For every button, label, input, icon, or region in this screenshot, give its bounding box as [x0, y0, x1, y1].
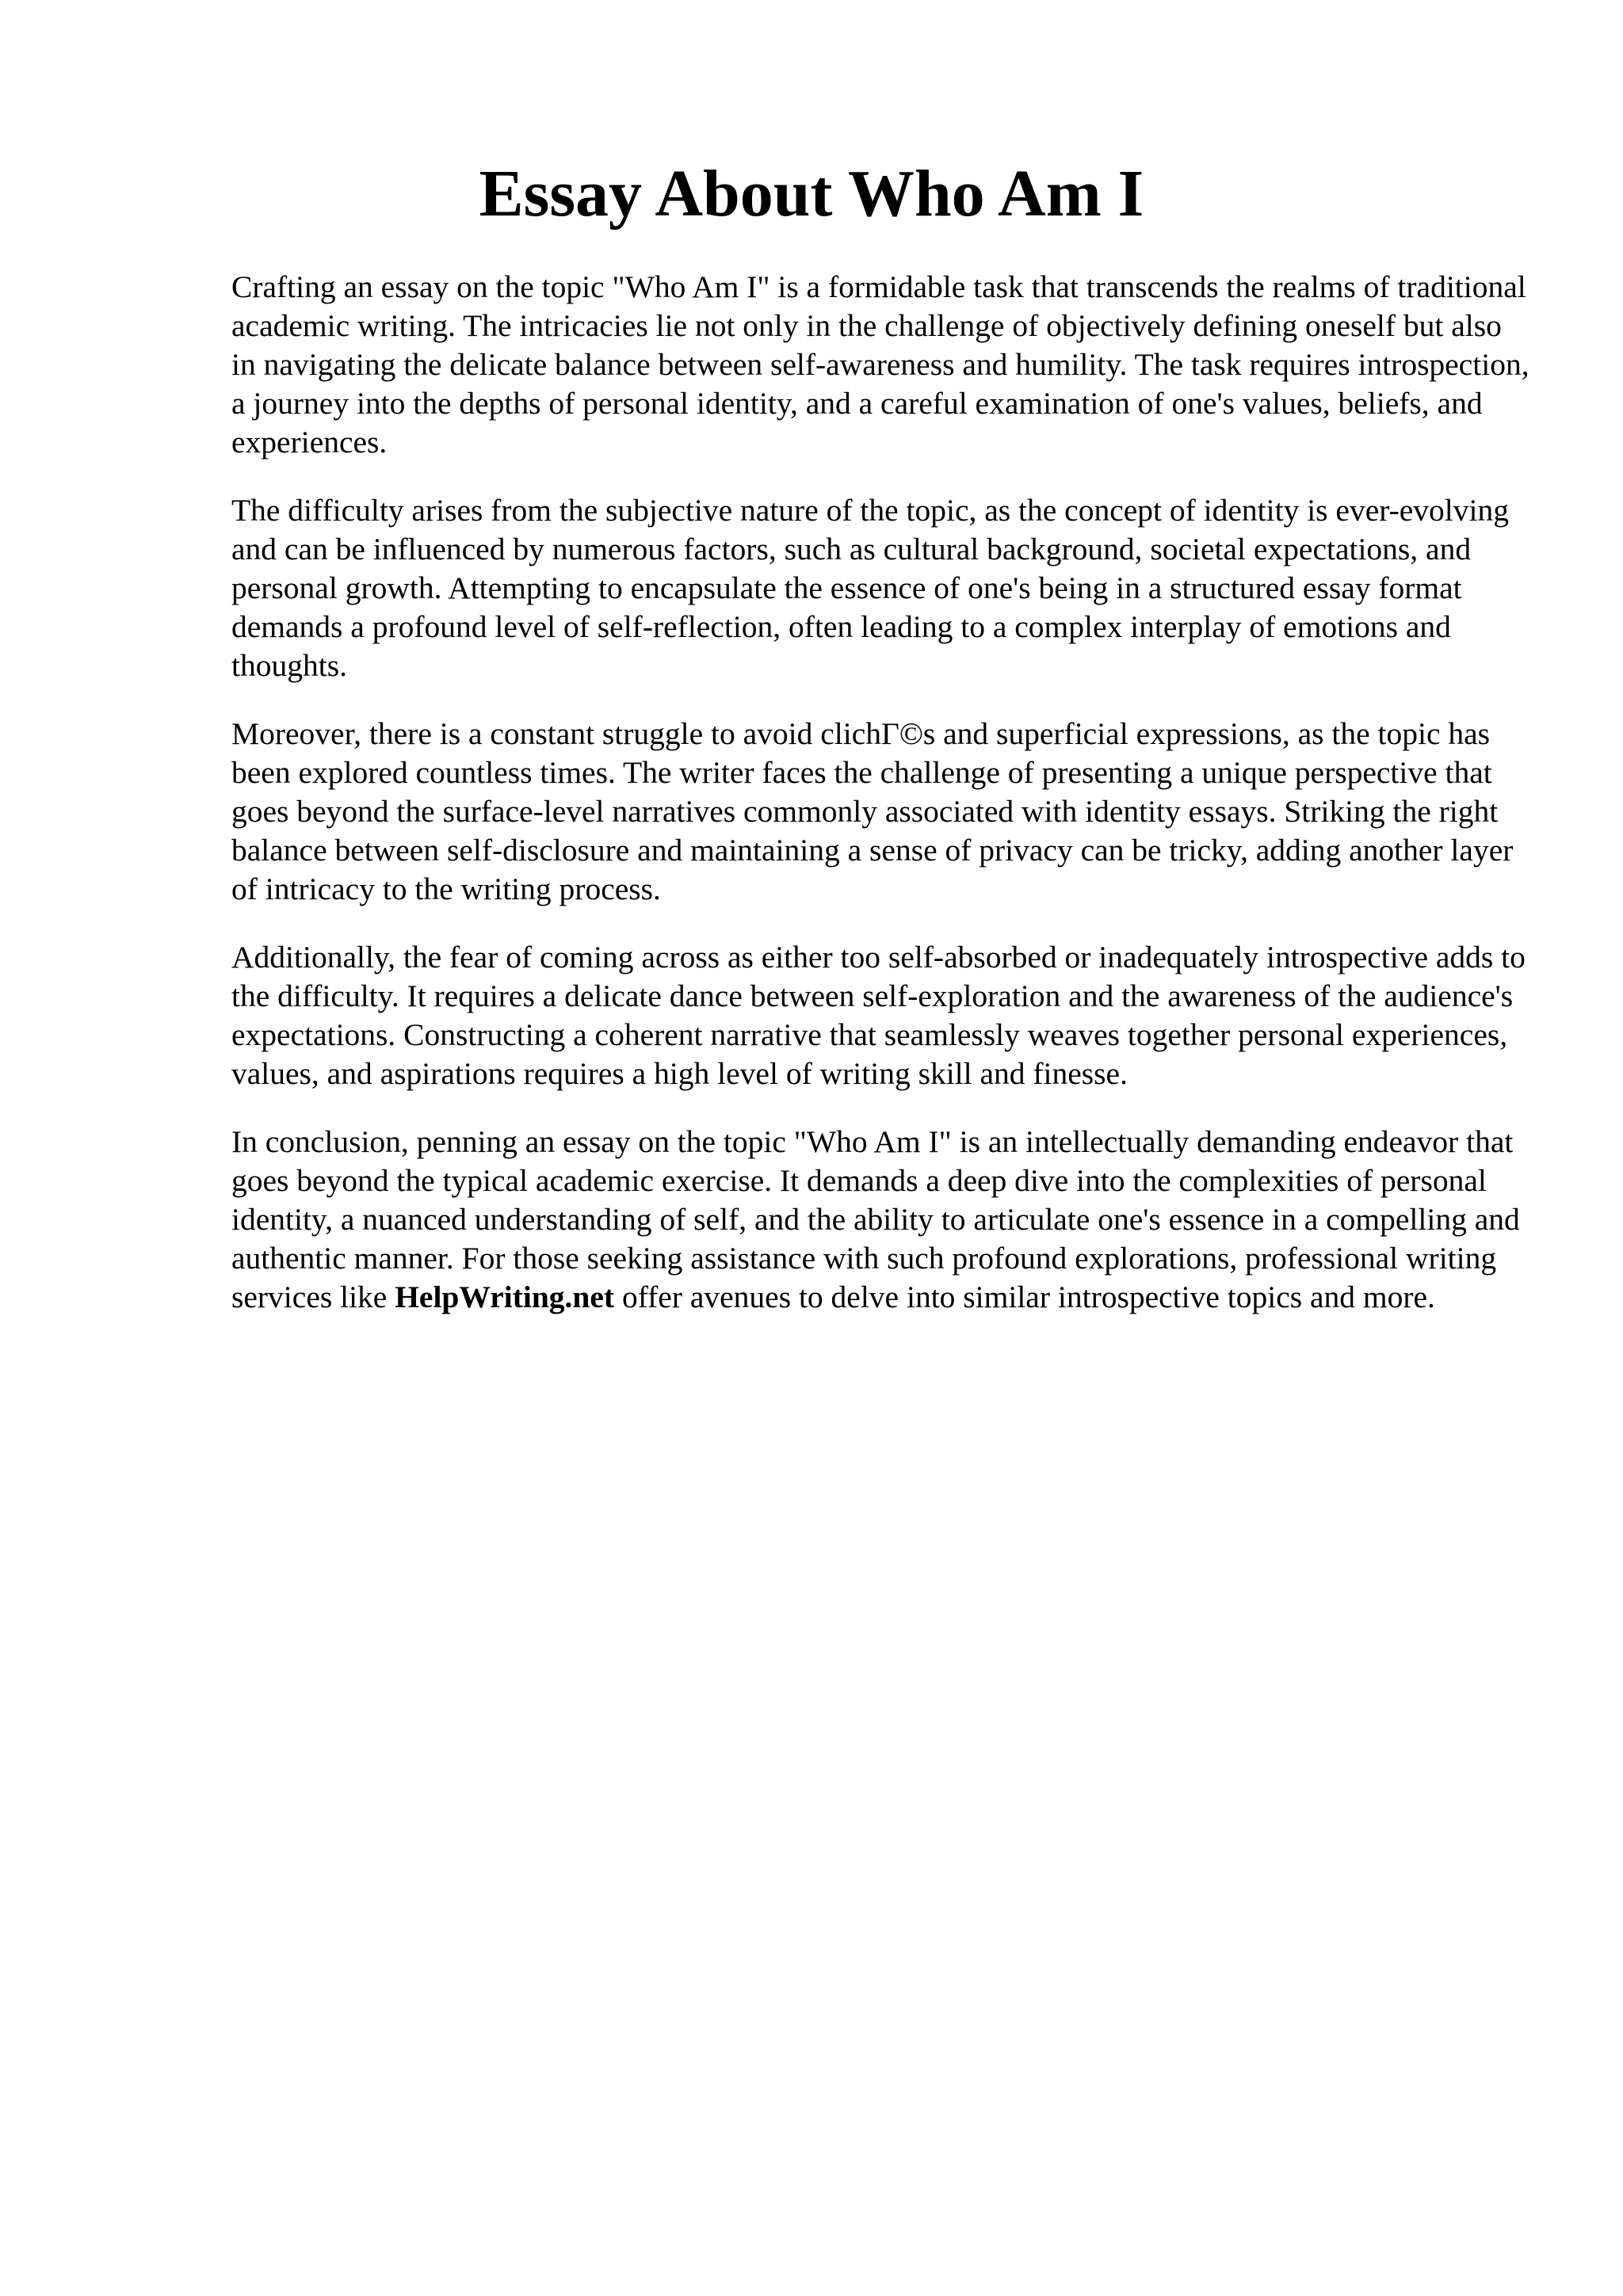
paragraph-4: Additionally, the fear of coming across as either too self-absorbed or inadequately introspective adds to the difficulty. It requires a delicate dance between self-exploration and the awareness of the audience's expectations. Constructing a coherent narrative that seamlessly weaves together personal experiences, values, and aspirations requires a high level of writing skill and finesse.: [231, 940, 1526, 1091]
document-title: Essay About Who Am I: [479, 157, 1144, 231]
brand-name: HelpWriting.net: [395, 1280, 615, 1314]
conclusion-text-before: In conclusion, penning an essay on the topic "Who Am I" is an intellectually demanding endeavor that goes beyond the typical academic exercise. It demands a deep dive into the complexities of personal identity, a nuanced understanding of self, and the ability to articulate one's essence in a compelling and authentic manner. For those seeking assistance with such profound explorations, professional writing services like: [231, 1124, 1520, 1314]
paragraph-3: Moreover, there is a constant struggle to avoid clichΓ©s and superficial expressions, as the topic has been explored countless times. The writer faces the challenge of presenting a unique perspective that goes beyond the surface-level narratives commonly associated with identity essays. Striking the right balance between self-disclosure and maintaining a sense of privacy can be tricky, adding another layer of intricacy to the writing process.: [231, 716, 1514, 906]
paragraph-2: The difficulty arises from the subjective nature of the topic, as the concept of identity is ever-evolving and can be influenced by numerous factors, such as cultural background, societal expectations, and personal growth. Attempting to encapsulate the essence of one's being in a structured essay format demands a profound level of self-reflection, often leading to a complex interplay of emotions and thoughts.: [231, 493, 1509, 683]
conclusion-text-after: offer avenues to delve into similar introspective topics and more.: [614, 1280, 1435, 1314]
paragraph-conclusion: [231, 1123, 1531, 1317]
document-body: [231, 268, 1531, 1346]
paragraph-1: Crafting an essay on the topic "Who Am I" is a formidable task that transcends the realms of traditional academic writing. The intricacies lie not only in the challenge of objectively defining oneself but also in navigating the delicate balance between self-awareness and humility. The task requires introspection, a journey into the depths of personal identity, and a careful examination of one's values, beliefs, and experiences.: [231, 269, 1529, 460]
